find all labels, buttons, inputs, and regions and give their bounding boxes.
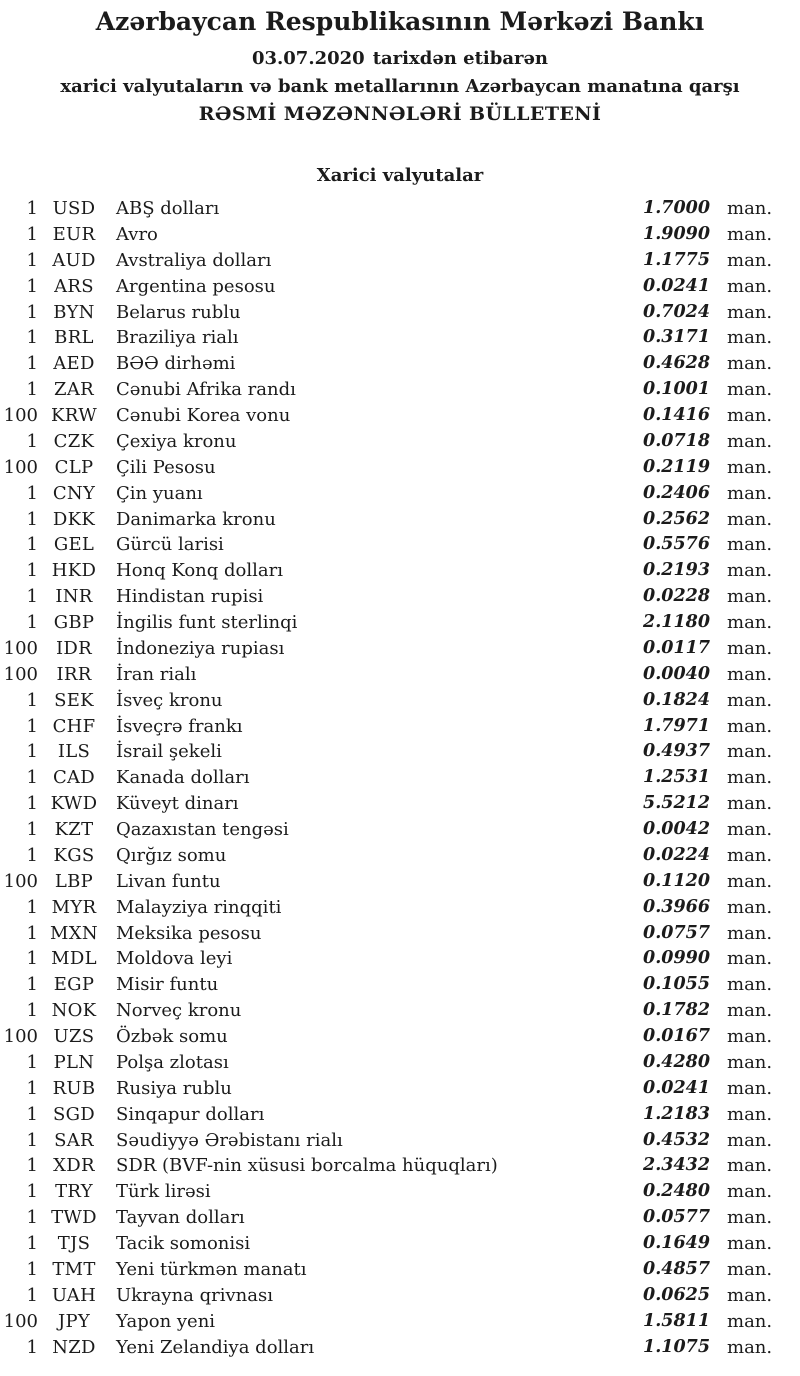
currency-code: CAD [52,767,96,789]
rate-value: 0.0167 [643,1026,710,1046]
rate-value: 0.2193 [643,560,710,581]
unit-label: man. [727,430,773,452]
unit-label: man. [727,456,773,478]
row-quantity: 1 [26,1336,38,1358]
rate-value: 0.0040 [643,663,710,684]
currency-code: MYR [51,896,97,918]
unit-label: man. [727,1336,773,1358]
currency-code: BYN [53,301,95,323]
unit-label: man. [727,1103,773,1125]
row-quantity: 1 [26,1077,38,1099]
row-quantity: 100 [3,456,38,478]
currency-name: Çin yuanı [116,482,203,504]
unit-label: man. [727,223,773,245]
rate-value: 0.0990 [643,948,710,969]
unit-label: man. [727,922,773,944]
currency-name: Səudiyyə Ərəbistanı rialı [116,1129,343,1151]
table-row [0,1050,800,1076]
table-row [0,739,800,765]
currency-code: SEK [54,689,94,711]
currency-name: Cənubi Afrika randı [116,379,296,401]
rate-value: 0.0718 [643,430,710,451]
currency-name: Tacik somonisi [116,1233,251,1254]
currency-name: Avro [116,223,158,245]
currency-name: Çili Pesosu [116,456,216,478]
rate-value: 1.2531 [643,767,710,788]
table-row [0,1231,800,1257]
unit-label: man. [727,482,773,504]
currency-name: Yapon yeni [116,1310,216,1332]
rate-value: 0.0577 [643,1207,710,1228]
table-row [0,714,800,740]
currency-name: Tayvan dolları [116,1207,245,1229]
unit-label: man. [727,327,773,349]
unit-label: man. [727,870,773,892]
unit-label: man. [727,948,773,970]
unit-label: man. [727,249,773,271]
table-row [0,1153,800,1179]
currency-code: LBP [54,870,94,892]
unit-label: man. [727,198,773,219]
row-quantity: 100 [3,405,38,426]
currency-code: SAR [54,1129,94,1151]
currency-code: SGD [52,1103,96,1125]
row-quantity: 1 [26,508,38,530]
unit-label: man. [727,1181,773,1203]
table-row [0,196,800,222]
unit-label: man. [727,715,773,737]
table-row [0,895,800,921]
rate-value: 0.1649 [643,1233,710,1253]
unit-label: man. [727,1026,773,1047]
table-row [0,429,800,455]
currency-name: BƏƏ dirhəmi [116,353,236,375]
row-quantity: 1 [26,922,38,944]
row-quantity: 1 [26,1129,38,1151]
table-row [0,972,800,998]
unit-label: man. [727,353,773,375]
row-quantity: 1 [26,223,38,245]
currency-name: ABŞ dolları [116,198,220,219]
currency-code: IRR [56,663,92,685]
currency-code: MXN [50,922,98,944]
table-row [0,584,800,610]
table-row [0,1335,800,1361]
unit-label: man. [727,663,773,685]
table-row [0,325,800,351]
row-quantity: 1 [26,844,38,866]
row-quantity: 1 [26,198,38,219]
currency-code: ILS [57,741,91,763]
rate-value: 2.1180 [643,612,710,632]
table-row [0,688,800,714]
unit-label: man. [727,612,773,633]
unit-label: man. [727,1233,773,1254]
table-row [0,455,800,481]
currency-code: CZK [53,430,95,452]
currency-code: TRY [55,1181,93,1203]
unit-label: man. [727,1129,773,1151]
table-row [0,765,800,791]
rate-value: 1.2183 [643,1103,710,1124]
row-quantity: 100 [3,870,38,892]
currency-name: Qazaxıstan tengəsi [116,819,289,840]
row-quantity: 1 [26,974,38,996]
rate-value: 5.5212 [643,793,710,814]
table-row [0,558,800,584]
unit-label: man. [727,534,773,556]
unit-label: man. [727,1000,773,1022]
table-row [0,300,800,326]
rate-value: 0.1055 [643,974,710,995]
currency-name: Qırğız somu [116,844,227,866]
rate-value: 0.1824 [643,689,710,710]
row-quantity: 1 [26,767,38,789]
unit-label: man. [727,1258,773,1280]
table-row [0,1024,800,1050]
currency-code: CHF [52,715,96,737]
rate-value: 0.3171 [643,327,710,348]
unit-label: man. [727,508,773,530]
unit-label: man. [727,896,773,918]
currency-name: İran rialı [116,663,197,685]
rate-value: 0.0625 [643,1284,710,1305]
currency-name: Küveyt dinarı [116,793,239,815]
row-quantity: 1 [26,1103,38,1125]
unit-label: man. [727,1310,773,1332]
currency-code: KZT [54,819,94,840]
row-quantity: 1 [26,1000,38,1022]
row-quantity: 1 [26,612,38,633]
table-row [0,636,800,662]
currency-code: KGS [53,844,95,866]
unit-label: man. [727,637,773,659]
table-row [0,351,800,377]
table-row [0,1179,800,1205]
row-quantity: 100 [3,1310,38,1332]
currency-name: İndoneziya rupiası [116,637,285,659]
currency-name: Danimarka kronu [116,508,276,530]
currency-name: Özbək somu [116,1026,228,1047]
currency-name: Ukrayna qrivnası [116,1284,273,1306]
unit-label: man. [727,741,773,763]
row-quantity: 1 [26,1051,38,1073]
row-quantity: 1 [26,1233,38,1254]
currency-name: Kanada dolları [116,767,250,789]
effective-date-line [0,47,800,71]
table-row [0,248,800,274]
unit-label: man. [727,379,773,401]
currency-code: CLP [54,456,94,478]
currency-name: Meksika pesosu [116,922,262,944]
currency-code: UAH [51,1284,97,1306]
currency-code: KWD [50,793,98,815]
currency-name: Hindistan rupisi [116,586,264,608]
currency-code: TMT [52,1258,96,1280]
currency-name: Yeni Zelandiya dolları [116,1336,315,1358]
currency-code: AED [53,353,95,375]
table-row [0,1205,800,1231]
row-quantity: 1 [26,249,38,271]
row-quantity: 1 [26,1155,38,1177]
row-quantity: 1 [26,1207,38,1229]
currency-name: Livan funtu [116,870,221,892]
bulletin-scope-line: xarici valyutaların və bank metallarının Azərbaycan manatına qarşı [60,76,740,97]
currency-code: EGP [53,974,95,996]
table-row [0,222,800,248]
currency-code: TWD [51,1207,97,1229]
currency-name: İngilis funt sterlinqi [116,612,298,633]
unit-label: man. [727,1051,773,1073]
currency-name: Argentina pesosu [116,275,276,297]
unit-label: man. [727,793,773,815]
row-quantity: 1 [26,715,38,737]
rate-value: 0.2119 [643,456,710,477]
currency-code: GEL [53,534,95,556]
currency-name: Honq Konq dolları [116,560,283,582]
row-quantity: 1 [26,379,38,401]
unit-label: man. [727,1284,773,1306]
currency-code: NZD [52,1336,96,1358]
rate-value: 0.0241 [643,275,710,296]
currency-name: Belarus rublu [116,301,241,323]
currency-name: SDR (BVF-nin xüsusi borcalma hüquqları) [116,1155,498,1177]
rate-value: 0.0228 [643,586,710,607]
unit-label: man. [727,560,773,582]
currency-code: MDL [51,948,97,970]
table-row [0,998,800,1024]
unit-label: man. [727,974,773,996]
unit-label: man. [727,275,773,297]
table-row [0,921,800,947]
effective-date: 03.07.2020 [251,48,365,69]
row-quantity: 1 [26,819,38,840]
row-quantity: 1 [26,301,38,323]
currency-code: HKD [51,560,97,582]
row-quantity: 1 [26,793,38,815]
row-quantity: 1 [26,741,38,763]
currency-code: AUD [52,249,96,271]
row-quantity: 1 [26,275,38,297]
currency-code: PLN [53,1051,95,1073]
unit-label: man. [727,819,773,840]
currency-code: IDR [56,637,92,659]
rate-value: 0.4280 [643,1051,710,1072]
table-row [0,1076,800,1102]
bulletin-title: RƏSMİ MƏZƏNNƏLƏRİ BÜLLETENİ [198,103,602,125]
rate-value: 0.0241 [643,1077,710,1098]
row-quantity: 1 [26,482,38,504]
table-row [0,377,800,403]
rate-value: 1.5811 [643,1310,710,1331]
row-quantity: 1 [26,586,38,608]
rate-value: 0.3966 [643,896,710,917]
table-row [0,791,800,817]
row-quantity: 1 [26,353,38,375]
table-row [0,610,800,636]
table-row [0,817,800,843]
currency-code: JPY [57,1310,91,1332]
rates-table-body [0,196,800,1360]
unit-label: man. [727,689,773,711]
table-row [0,869,800,895]
row-quantity: 1 [26,896,38,918]
currency-code: CNY [52,482,96,504]
table-row [0,946,800,972]
row-quantity: 1 [26,1181,38,1203]
row-quantity: 1 [26,948,38,970]
unit-label: man. [727,586,773,608]
currency-name: Cənubi Korea vonu [116,405,291,426]
currency-code: DKK [52,508,96,530]
currency-code: RUB [52,1077,96,1099]
row-quantity: 1 [26,1258,38,1280]
rate-value: 0.4628 [643,353,710,374]
currency-name: Malayziya rinqqiti [116,896,282,918]
unit-label: man. [727,767,773,789]
rate-value: 1.1775 [643,249,710,270]
currency-code: ZAR [54,379,94,401]
rate-value: 0.4937 [643,741,710,762]
currency-name: Yeni türkmən manatı [116,1258,307,1280]
currency-name: Avstraliya dolları [116,249,272,271]
table-row [0,843,800,869]
currency-code: KRW [50,405,97,426]
rate-value: 1.7971 [643,715,710,736]
table-row [0,1102,800,1128]
rate-value: 0.1120 [643,870,710,891]
rate-value: 0.4532 [643,1129,710,1150]
unit-label: man. [727,301,773,323]
rate-value: 0.0224 [643,844,710,865]
table-row [0,481,800,507]
rate-value: 0.1001 [643,379,710,400]
currency-code: BRL [54,327,94,349]
currency-name: Polşa zlotası [116,1051,229,1073]
currency-code: GBP [53,612,95,633]
currency-name: Sinqapur dolları [116,1103,265,1125]
rate-value: 1.7000 [643,198,710,218]
rate-value: 0.5576 [643,534,710,555]
currency-code: ARS [54,275,94,297]
row-quantity: 100 [3,1026,38,1047]
row-quantity: 100 [3,663,38,685]
currency-code: INR [55,586,93,608]
currency-name: Rusiya rublu [116,1077,232,1099]
table-row [0,1283,800,1309]
currency-name: Norveç kronu [116,1000,242,1022]
table-row [0,662,800,688]
section-title-foreign-currencies: Xarici valyutalar [316,165,484,186]
rate-value: 0.1416 [643,405,710,425]
row-quantity: 1 [26,327,38,349]
table-row [0,274,800,300]
currency-name: İsveç kronu [116,689,223,711]
rate-value: 2.3432 [643,1155,710,1176]
currency-code: TJS [57,1233,91,1254]
rate-value: 0.0042 [643,819,710,839]
currency-code: UZS [53,1026,95,1047]
currency-name: İsveçrə frankı [116,715,243,737]
rate-value: 0.7024 [643,301,710,322]
rate-value: 0.4857 [643,1258,710,1279]
rate-value: 0.2406 [643,482,710,503]
currency-name: Moldova leyi [116,948,233,970]
unit-label: man. [727,1207,773,1229]
currency-code: NOK [51,1000,97,1022]
unit-label: man. [727,405,773,426]
table-row [0,1257,800,1283]
table-row [0,532,800,558]
rate-value: 0.0757 [643,922,710,943]
effective-date-suffix: tarixdən etibarən [372,48,549,69]
table-row [0,507,800,533]
unit-label: man. [727,1077,773,1099]
currency-name: Türk lirəsi [116,1181,211,1203]
rate-value: 0.2562 [643,508,710,529]
rate-value: 1.9090 [643,223,710,244]
row-quantity: 1 [26,534,38,556]
currency-code: XDR [53,1155,95,1177]
rate-value: 0.1782 [643,1000,710,1021]
row-quantity: 100 [3,637,38,659]
rate-value: 1.1075 [643,1336,710,1357]
currency-name: İsrail şekeli [116,741,222,763]
unit-label: man. [727,844,773,866]
bank-title: Azərbaycan Respublikasının Mərkəzi Bankı [95,7,705,36]
currency-name: Braziliya rialı [116,327,239,349]
rate-value: 0.0117 [643,637,710,658]
currency-name: Gürcü larisi [116,534,224,556]
row-quantity: 1 [26,1284,38,1306]
currency-code: USD [52,198,96,219]
unit-label: man. [727,1155,773,1177]
table-row [0,1128,800,1154]
rate-value: 0.2480 [643,1181,710,1202]
currency-name: Misir funtu [116,974,219,996]
currency-name: Çexiya kronu [116,430,237,452]
table-row [0,403,800,429]
table-row [0,1309,800,1335]
currency-code: EUR [52,223,96,245]
row-quantity: 1 [26,560,38,582]
row-quantity: 1 [26,689,38,711]
row-quantity: 1 [26,430,38,452]
